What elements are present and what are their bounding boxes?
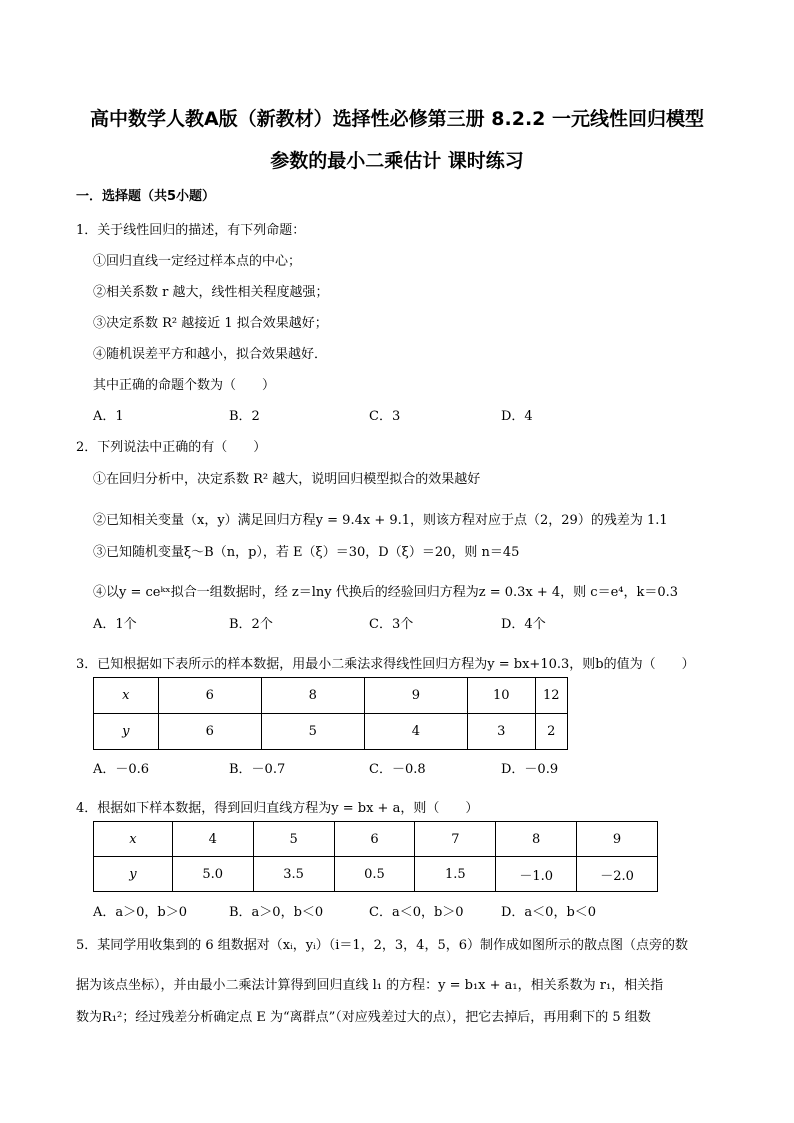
- q2-stem: 2．下列说法中正确的有（ ）: [76, 440, 267, 455]
- q5-line-1: 5．某同学用收集到的 6 组数据对（xᵢ，yᵢ）（i＝1，2，3，4，5，6）制作成如图所示的散点图（点旁的数: [76, 938, 688, 953]
- q4-option-d: D．a＜0，b＜0: [501, 905, 597, 920]
- q4-row-x: [94, 822, 658, 857]
- section-heading: 一．选择题（共5小题）: [76, 189, 216, 204]
- q1-item-2: ②相关系数 r 越大，线性相关程度越强；: [93, 285, 329, 300]
- q4-x-cell: 9: [577, 822, 658, 857]
- q4-x-cell: 4: [172, 822, 253, 857]
- q4-data-table: [93, 821, 658, 892]
- q3-stem: 3．已知根据如下表所示的样本数据，用最小二乘法求得线性回归方程为y = bx+10.3，则b的值为（ ）: [76, 657, 695, 672]
- q4-y-cell: 3.5: [253, 857, 334, 892]
- q4-x-cell: 5: [253, 822, 334, 857]
- q4-y-cell: 5.0: [172, 857, 253, 892]
- q3-y-cell: 4: [364, 714, 467, 750]
- q4-option-c: C．a＜0，b＞0: [369, 905, 464, 920]
- q4-y-cell: 0.5: [334, 857, 415, 892]
- q2-item-2: ②已知相关变量（x，y）满足回归方程y = 9.4x + 9.1，则该方程对应于点（2，29）的残差为 1.1: [93, 513, 668, 528]
- q3-x-cell: 12: [535, 678, 567, 714]
- q2-option-a: A．1个: [93, 617, 137, 632]
- q4-y-cell: 1.5: [415, 857, 496, 892]
- q3-y-cell: 6: [158, 714, 261, 750]
- q3-y-label: y: [94, 714, 159, 750]
- q5-line-2: 据为该点坐标），并由最小二乘法计算得到回归直线 l₁ 的方程：y = b₁x + a₁，相关系数为 r₁，相关指: [76, 978, 664, 993]
- q4-x-cell: 8: [496, 822, 577, 857]
- q1-option-b: B．2: [229, 409, 260, 424]
- q4-y-label: y: [94, 857, 173, 892]
- q2-option-b: B．2个: [229, 617, 273, 632]
- q3-option-a: A．－0.6: [93, 762, 150, 777]
- q3-x-cell: 9: [364, 678, 467, 714]
- q3-x-label: x: [94, 678, 159, 714]
- q4-stem: 4．根据如下样本数据，得到回归直线方程为y = bx + a，则（ ）: [76, 801, 479, 816]
- q2-item-4: ④以y = ceᵏˣ拟合一组数据时，经 z＝lny 代换后的经验回归方程为z = 0.3x + 4，则 c＝e⁴，k＝0.3: [93, 585, 679, 600]
- q2-option-c: C．3个: [369, 617, 414, 632]
- q4-option-b: B．a＞0，b＜0: [229, 905, 324, 920]
- q3-y-cell: 2: [535, 714, 567, 750]
- q4-x-label: x: [94, 822, 173, 857]
- q2-item-1: ①在回归分析中，决定系数 R² 越大，说明回归模型拟合的效果越好: [93, 472, 481, 487]
- doc-title-line1: 高中数学人教A版（新教材）选择性必修第三册 8.2.2 一元线性回归模型: [89, 108, 705, 130]
- q1-question: 其中正确的命题个数为（ ）: [93, 378, 276, 393]
- doc-title-line2: 参数的最小二乘估计 课时练习: [270, 150, 524, 172]
- q3-option-b: B．－0.7: [229, 762, 286, 777]
- q2-option-d: D．4个: [501, 617, 546, 632]
- q4-y-cell: －1.0: [496, 857, 577, 892]
- q3-option-c: C．－0.8: [369, 762, 426, 777]
- q4-x-cell: 7: [415, 822, 496, 857]
- q4-row-y: [94, 857, 658, 892]
- q5-line-3: 数为R₁²；经过残差分析确定点 E 为“离群点”（对应残差过大的点），把它去掉后，再用剩下的 5 组数: [76, 1010, 651, 1025]
- q2-item-3: ③已知随机变量ξ～B（n，p），若 E（ξ）＝30，D（ξ）＝20，则 n＝45: [93, 545, 520, 560]
- q4-option-a: A．a＞0，b＞0: [93, 905, 188, 920]
- q3-y-cell: 5: [261, 714, 364, 750]
- q3-option-d: D．－0.9: [501, 762, 559, 777]
- q3-x-cell: 6: [158, 678, 261, 714]
- q4-y-cell: －2.0: [577, 857, 658, 892]
- q3-data-table: [93, 677, 568, 750]
- q1-option-d: D．4: [501, 409, 533, 424]
- q3-row-x: [94, 678, 568, 714]
- q3-row-y: [94, 714, 568, 750]
- q1-option-c: C．3: [369, 409, 401, 424]
- q3-y-cell: 3: [467, 714, 535, 750]
- q1-option-a: A．1: [93, 409, 124, 424]
- q1-item-4: ④随机误差平方和越小，拟合效果越好．: [93, 347, 328, 362]
- q1-item-1: ①回归直线一定经过样本点的中心；: [93, 254, 302, 269]
- q1-stem: 1．关于线性回归的描述，有下列命题：: [76, 223, 306, 238]
- q1-item-3: ③决定系数 R² 越接近 1 拟合效果越好；: [93, 316, 328, 331]
- q4-x-cell: 6: [334, 822, 415, 857]
- q3-x-cell: 10: [467, 678, 535, 714]
- q3-x-cell: 8: [261, 678, 364, 714]
